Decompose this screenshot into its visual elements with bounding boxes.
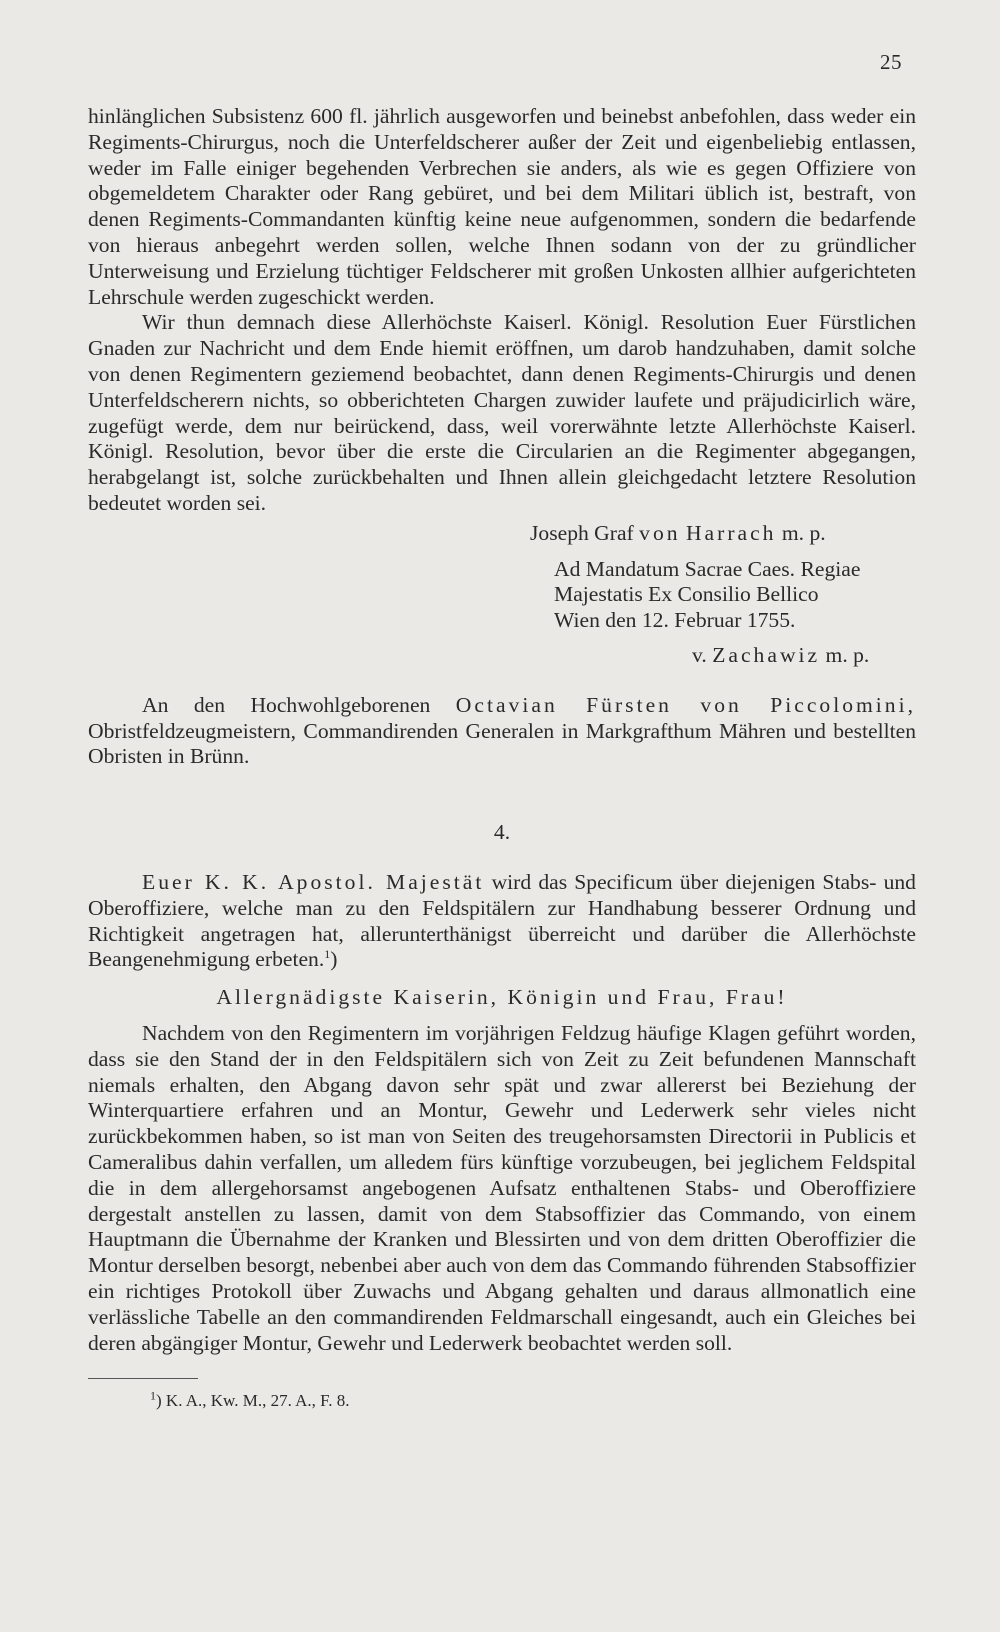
signature-suffix: m. p. [825, 643, 870, 668]
page-number: 25 [880, 50, 902, 74]
signature-surname: Harrach [685, 520, 777, 545]
footnote-reference-close: ) [330, 947, 338, 972]
signature-first: Joseph Graf [530, 520, 634, 545]
footnote [88, 1388, 916, 1411]
intro-addressee: Euer K. K. Apostol. Majestät [142, 870, 485, 895]
footnote-divider [88, 1378, 198, 1379]
paragraph-continued: hinlänglichen Subsistenz 600 fl. jährlich ausgeworfen und beinebst anbefohlen, dass weder ein Regiments-Chirurgus, noch die Unterfeldscherer außer der Zeit und eigenbeliebig entlassen, weder im Falle einiger begehenden Verbrechen sie anders, als wie es gegen Offiziere von obgemeldetem Charakter oder Rang gebüret, und bei dem Militari üblich ist, bestraft, von denen Regiments-Commandanten künftig keine neue aufgenommen, sondern die bedarfende von hieraus anbegehrt werden sollen, welche Ihnen sodann von der zu gründlicher Unterweisung und Erzielung tüchtiger Feldscherer mit großen Unkosten allhier aufgerichteten Lehrschule werden zugeschickt werden. [88, 104, 916, 309]
signature-surname: Zachawiz [712, 643, 821, 668]
signature-suffix: m. p. [781, 520, 826, 545]
signature-prefix: v. [692, 643, 707, 668]
intro-paragraph [88, 870, 916, 973]
paragraph-report: Nachdem von den Regimentern im vorjährigen Feldzug häufige Klagen geführt worden, dass sie den Stand der in den Feldspitälern sich von Zeit zu Zeit befundenen Mannschaft niemals erhalten, den Abgang davon sehr spät und zwar allererst bei Beziehung der Winterquartiere erfahren und an Montur, Gewehr und Lederwerk sehr vieles nicht zurückbekommen haben, so ist man von Seiten des treugehorsamsten Directorii in Publicis et Cameralibus dahin verfallen, um alledem fürs künftige vorzubeugen, bei jeglichem Feldspital die in dem allergehorsamst angebogenen Aufsatz enthaltenen Stabs- und Oberoffiziere dergestalt anstellen zu lassen, damit von dem Stabsoffizier das Commando, von einem Hauptmann die Übernahme der Kranken und Blessirten und von dem dritten Oberoffizier die Montur derselben besorgt, nebenbei aber auch von dem das Commando führenden Stabsoffizier ein richtiges Protokoll über Zuwachs und Abgang gehalten und daraus allmonatlich eine verlässliche Tabelle an den commandirenden Feldmarschall eingesandt, auch ein Gleiches bei deren abgängiger Montur, Gewehr und Lederwerk beobachtet werden soll. [88, 1021, 916, 1355]
intro-text: wird das Specificum über diejenigen Stabs- und Oberoffiziere, welche man zu den Feldspitälern zur Handhabung besserer Ordnung und Richtigkeit angetragen hat, allerunterthänigst überreicht und darüber die Allerhöchste Beangenehmigung erbeten. [88, 870, 916, 972]
paragraph-resolution: Wir thun demnach diese Allerhöchste Kaiserl. Königl. Resolution Euer Fürstlichen Gnaden zur Nachricht und dem Ende hiemit eröffnen, um darob handzuhaben, damit solche von denen Regimentern geziemend beobachtet, dann denen Regiments-Chirurgis und denen Unterfeldscherern nichts, so obberichteten Chargen zuwider laufete und präjudicirlich wäre, zugefügt werde, dem nur beirückend, dass, weil vorerwähnte letzte Allerhöchste Kaiserl. Königl. Resolution, bevor über die erste die Circularien an die Regimenter abgegangen, herabgelangt ist, solche zurückbehalten und Ihnen allein gleichgedacht letztere Resolution bedeutet worden sei. [88, 310, 916, 515]
signature-harrach [88, 521, 916, 547]
signature-zachawiz [88, 643, 916, 669]
footnote-text: ) K. A., Kw. M., 27. A., F. 8. [156, 1391, 350, 1411]
address-rest: Obristfeldzeugmeistern, Commandirenden Generalen in Markgrafthum Mähren und bestellten Obristen in Brünn. [88, 718, 916, 769]
section-number: 4. [493, 820, 511, 845]
footnote-reference: 1 [324, 947, 331, 962]
address-block [88, 693, 916, 770]
footnote-mark: 1 [150, 1388, 156, 1403]
address-intro: An den Hochwohlgeborenen [142, 692, 431, 717]
mandate-block [88, 557, 916, 634]
salutation: Allergnädigste Kaiserin, Königin und Frau, Frau! [216, 985, 788, 1010]
mandate-line: Ad Mandatum Sacrae Caes. Regiae [554, 556, 861, 581]
document-body [88, 104, 916, 1411]
signature-von: von [639, 520, 681, 545]
mandate-date-line: Wien den 12. Februar 1755. [554, 607, 796, 632]
mandate-line: Majestatis Ex Consilio Bellico [554, 582, 819, 607]
address-name: Octavian Fürsten von Piccolomini, [455, 692, 916, 717]
